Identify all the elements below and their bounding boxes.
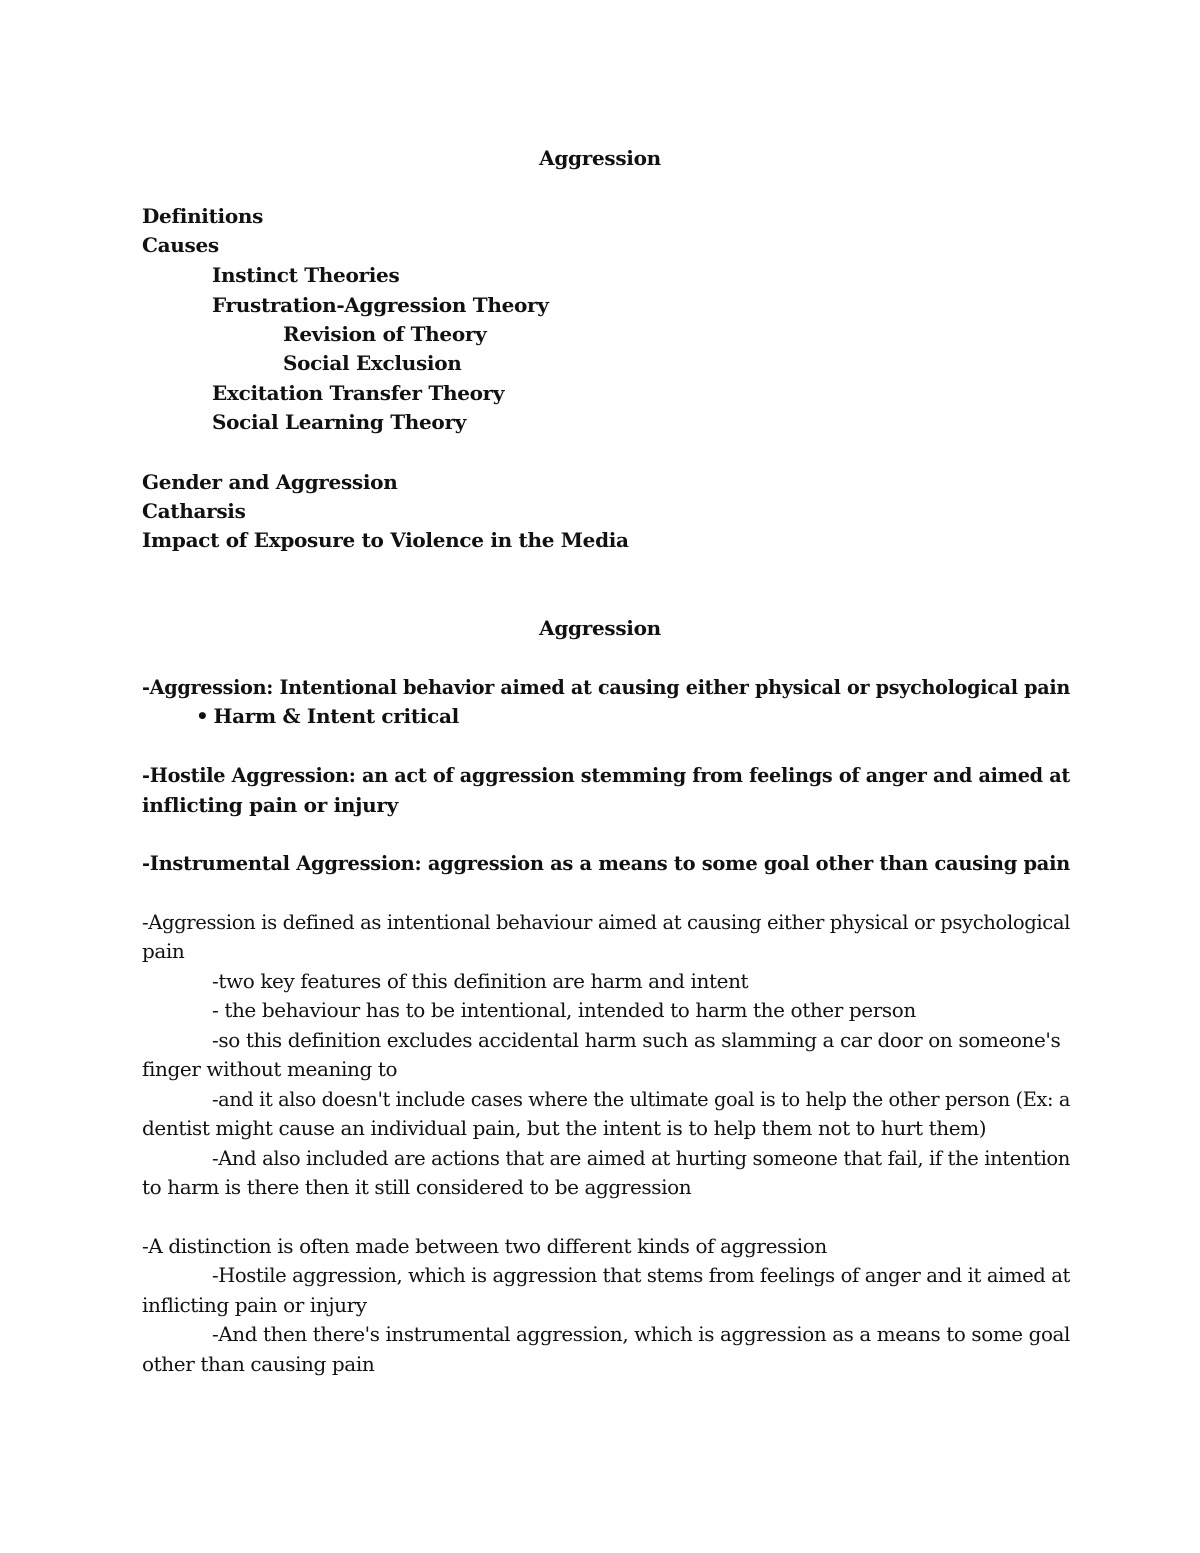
outline-item-revision-of-theory: Revision of Theory xyxy=(283,322,487,346)
definition-bullet xyxy=(196,706,459,726)
note-line: -Aggression is defined as intentional behaviour aimed at causing either physical or psychological xyxy=(142,910,1071,934)
note-line: -And then there's instrumental aggression, which is aggression as a means to some goal xyxy=(212,1322,1070,1346)
note-line: -two key features of this definition are harm and intent xyxy=(212,969,749,993)
note-line: finger without meaning to xyxy=(142,1057,398,1081)
definition-hostile-line1: -Hostile Aggression: an act of aggression stemming from feelings of anger and aimed at xyxy=(142,763,1070,787)
bullet-icon: • xyxy=(196,704,209,728)
note-line: -so this definition excludes accidental harm such as slamming a car door on someone's xyxy=(212,1028,1061,1052)
outline-item-social-learning: Social Learning Theory xyxy=(212,410,467,434)
outline-item-gender: Gender and Aggression xyxy=(142,470,398,494)
outline-item-instinct-theories: Instinct Theories xyxy=(212,263,400,287)
outline-item-catharsis: Catharsis xyxy=(142,499,246,523)
outline-item-frustration-aggression: Frustration-Aggression Theory xyxy=(212,293,549,317)
outline-title: Aggression xyxy=(539,146,661,170)
definition-aggression: -Aggression: Intentional behavior aimed at causing either physical or psychological pain xyxy=(142,675,1070,699)
note-line: dentist might cause an individual pain, but the intent is to help them not to hurt them) xyxy=(142,1116,987,1140)
outline-item-media-violence: Impact of Exposure to Violence in the Media xyxy=(142,528,629,552)
note-line: -Hostile aggression, which is aggression that stems from feelings of anger and it aimed at xyxy=(212,1263,1070,1287)
note-line: inflicting pain or injury xyxy=(142,1293,367,1317)
definition-bullet-text: Harm & Intent critical xyxy=(213,704,459,728)
note-line: to harm is there then it still considered to be aggression xyxy=(142,1175,692,1199)
definition-hostile-line2: inflicting pain or injury xyxy=(142,793,398,817)
note-line: pain xyxy=(142,939,185,963)
note-line: - the behaviour has to be intentional, intended to harm the other person xyxy=(212,998,916,1022)
outline-item-definitions: Definitions xyxy=(142,204,264,228)
note-line: -A distinction is often made between two different kinds of aggression xyxy=(142,1234,827,1258)
note-line: -And also included are actions that are aimed at hurting someone that fail, if the intention xyxy=(212,1146,1070,1170)
definition-instrumental: -Instrumental Aggression: aggression as a means to some goal other than causing pain xyxy=(142,851,1071,875)
outline-item-social-exclusion: Social Exclusion xyxy=(283,351,462,375)
section-title: Aggression xyxy=(539,616,661,640)
note-line: other than causing pain xyxy=(142,1352,375,1376)
outline-item-excitation-transfer: Excitation Transfer Theory xyxy=(212,381,505,405)
outline-item-causes: Causes xyxy=(142,233,219,257)
note-line: -and it also doesn't include cases where the ultimate goal is to help the other person (Ex: a xyxy=(212,1087,1071,1111)
